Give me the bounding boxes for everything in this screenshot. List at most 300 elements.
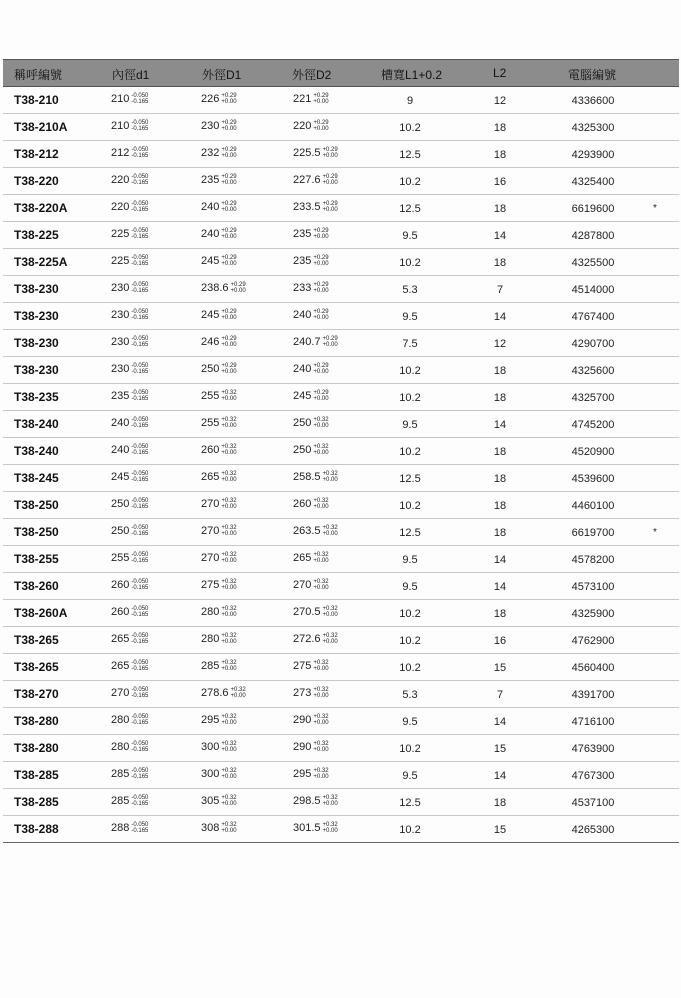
inner-diameter-d1 [111, 714, 148, 726]
inner-diameter-d1 [111, 282, 148, 294]
inner-diameter-d1-tolerance [131, 714, 148, 726]
groove-width-L1: 10.2 [399, 176, 421, 188]
groove-width-L1: 9 [406, 95, 414, 107]
outer-diameter-D2 [293, 525, 338, 537]
row-code: T38-240 [14, 444, 59, 458]
outer-diameter-D1-tolerance-upper: +0.29 [221, 255, 237, 262]
outer-diameter-D2 [293, 255, 329, 267]
table-row [3, 195, 679, 222]
inner-diameter-d1-value: 235 [111, 390, 130, 403]
outer-diameter-D2-tolerance-upper: +0.32 [322, 795, 338, 802]
outer-diameter-D2-tolerance-lower: +0.00 [313, 450, 329, 457]
outer-diameter-D1-tolerance-lower: +0.00 [221, 261, 237, 268]
length-L2: 14 [493, 230, 507, 242]
groove-width-L1: 12.5 [399, 797, 421, 809]
outer-diameter-D1-tolerance-upper: +0.32 [221, 471, 237, 478]
table-row [3, 492, 679, 519]
header-D1: 外徑D1 [202, 68, 242, 82]
outer-diameter-D2-tolerance-upper: +0.32 [322, 471, 338, 478]
inner-diameter-d1 [111, 822, 148, 834]
length-L2: 18 [493, 608, 507, 620]
inner-diameter-d1-tolerance-lower: -0.165 [131, 531, 149, 538]
inner-diameter-d1-value: 210 [111, 93, 130, 106]
outer-diameter-D2-value: 290 [293, 714, 312, 727]
outer-diameter-D1-tolerance-upper: +0.32 [221, 444, 237, 451]
groove-width-L1: 9.5 [402, 419, 418, 431]
outer-diameter-D1-tolerance-lower: +0.00 [221, 666, 237, 673]
table-row [3, 762, 679, 789]
inner-diameter-d1 [111, 741, 148, 753]
outer-diameter-D2 [293, 444, 329, 456]
outer-diameter-D1-value: 232 [201, 147, 220, 160]
outer-diameter-D2-tolerance-upper: +0.29 [313, 309, 329, 316]
inner-diameter-d1 [111, 363, 148, 375]
row-code: T38-288 [14, 822, 59, 836]
inner-diameter-d1-tolerance [131, 795, 148, 807]
length-L2: 12 [493, 95, 507, 107]
inner-diameter-d1 [111, 552, 148, 564]
outer-diameter-D1 [201, 660, 237, 672]
outer-diameter-D1-value: 255 [201, 417, 220, 430]
length-L2: 16 [493, 176, 507, 188]
outer-diameter-D1 [201, 336, 237, 348]
outer-diameter-D2-tolerance [313, 498, 328, 510]
outer-diameter-D2 [293, 174, 338, 186]
outer-diameter-D2-tolerance-upper: +0.32 [313, 714, 329, 721]
inner-diameter-d1-tolerance-upper: -0.050 [131, 228, 149, 235]
inner-diameter-d1-tolerance-upper: -0.050 [131, 201, 149, 208]
outer-diameter-D2 [293, 228, 329, 240]
inner-diameter-d1-tolerance-lower: -0.165 [131, 477, 149, 484]
groove-width-L1: 5.3 [402, 689, 418, 701]
outer-diameter-D2-tolerance-lower: +0.00 [322, 153, 338, 160]
outer-diameter-D1 [201, 228, 237, 240]
outer-diameter-D2-tolerance-upper: +0.29 [313, 255, 329, 262]
part-number: 4290700 [571, 338, 615, 350]
inner-diameter-d1-tolerance [131, 579, 148, 591]
outer-diameter-D1-tolerance [221, 579, 236, 591]
outer-diameter-D2 [293, 417, 329, 429]
inner-diameter-d1-value: 260 [111, 579, 130, 592]
length-L2: 18 [493, 122, 507, 134]
inner-diameter-d1 [111, 228, 148, 240]
inner-diameter-d1-tolerance [131, 309, 148, 321]
outer-diameter-D2 [293, 552, 329, 564]
outer-diameter-D1-tolerance [221, 93, 236, 105]
spec-table [3, 59, 679, 843]
part-number: 4767400 [571, 311, 615, 323]
header-code: 稱呼編號 [14, 68, 63, 82]
groove-width-L1: 9.5 [402, 554, 418, 566]
outer-diameter-D2-tolerance-lower: +0.00 [322, 639, 338, 646]
row-code: T38-230 [14, 309, 59, 323]
length-L2: 7 [496, 284, 504, 296]
groove-width-L1: 10.2 [399, 635, 421, 647]
inner-diameter-d1-tolerance [131, 606, 148, 618]
outer-diameter-D1-tolerance-upper: +0.32 [221, 633, 237, 640]
inner-diameter-d1-tolerance-lower: -0.165 [131, 693, 149, 700]
inner-diameter-d1-tolerance-upper: -0.050 [131, 795, 149, 802]
outer-diameter-D2-tolerance-lower: +0.00 [313, 261, 329, 268]
outer-diameter-D2-value: 295 [293, 768, 312, 781]
outer-diameter-D2-tolerance [323, 633, 338, 645]
outer-diameter-D1 [201, 93, 237, 105]
outer-diameter-D2-tolerance [323, 822, 338, 834]
outer-diameter-D1 [201, 201, 237, 213]
table-row [3, 276, 679, 303]
outer-diameter-D2 [293, 120, 329, 132]
outer-diameter-D1-value: 230 [201, 120, 220, 133]
row-code: T38-285 [14, 795, 59, 809]
inner-diameter-d1-value: 270 [111, 687, 130, 700]
table-row [3, 735, 679, 762]
outer-diameter-D1-tolerance [221, 363, 236, 375]
header-D2: 外徑D2 [292, 68, 332, 82]
inner-diameter-d1-tolerance-upper: -0.050 [131, 147, 149, 154]
outer-diameter-D1-tolerance-lower: +0.00 [221, 531, 237, 538]
inner-diameter-d1-tolerance-upper: -0.050 [131, 687, 149, 694]
groove-width-L1: 10.2 [399, 662, 421, 674]
outer-diameter-D2-value: 225.5 [293, 147, 321, 160]
length-L2: 18 [493, 149, 507, 161]
part-number: 4293900 [571, 149, 615, 161]
outer-diameter-D1-tolerance-lower: +0.00 [221, 774, 237, 781]
groove-width-L1: 10.2 [399, 500, 421, 512]
outer-diameter-D1 [201, 498, 237, 510]
outer-diameter-D2-tolerance-lower: +0.00 [313, 288, 329, 295]
outer-diameter-D1-tolerance-upper: +0.29 [221, 336, 237, 343]
inner-diameter-d1-value: 255 [111, 552, 130, 565]
inner-diameter-d1-tolerance [131, 525, 148, 537]
length-L2: 18 [493, 446, 507, 458]
inner-diameter-d1-tolerance-upper: -0.050 [131, 120, 149, 127]
outer-diameter-D1-tolerance-upper: +0.29 [221, 93, 237, 100]
length-L2: 15 [493, 824, 507, 836]
inner-diameter-d1-tolerance-upper: -0.050 [131, 255, 149, 262]
outer-diameter-D1-value: 255 [201, 390, 220, 403]
outer-diameter-D2-tolerance [313, 714, 328, 726]
inner-diameter-d1-tolerance-lower: -0.165 [131, 585, 149, 592]
part-number: 4745200 [571, 419, 615, 431]
row-code: T38-270 [14, 687, 59, 701]
outer-diameter-D2-tolerance-lower: +0.00 [322, 207, 338, 214]
outer-diameter-D1 [201, 687, 246, 699]
outer-diameter-D2-tolerance-upper: +0.32 [313, 498, 329, 505]
outer-diameter-D2-tolerance [323, 174, 338, 186]
inner-diameter-d1-tolerance-upper: -0.050 [131, 336, 149, 343]
outer-diameter-D2-tolerance-lower: +0.00 [313, 126, 329, 133]
table-row [3, 681, 679, 708]
outer-diameter-D1-value: 278.6 [201, 687, 229, 700]
part-number: 4514000 [571, 284, 615, 296]
outer-diameter-D1-tolerance-lower: +0.00 [221, 153, 237, 160]
outer-diameter-D2 [293, 93, 329, 105]
outer-diameter-D2-value: 272.6 [293, 633, 321, 646]
row-code: T38-235 [14, 390, 59, 404]
inner-diameter-d1-tolerance-lower: -0.165 [131, 315, 149, 322]
groove-width-L1: 9.5 [402, 230, 418, 242]
inner-diameter-d1-tolerance [131, 336, 148, 348]
table-header [3, 59, 679, 87]
table-row [3, 438, 679, 465]
part-number: 4287800 [571, 230, 615, 242]
outer-diameter-D2-tolerance [323, 606, 338, 618]
groove-width-L1: 12.5 [399, 149, 421, 161]
row-code: T38-220 [14, 174, 59, 188]
outer-diameter-D1-tolerance [221, 714, 236, 726]
outer-diameter-D2-tolerance [313, 687, 328, 699]
outer-diameter-D1-value: 240 [201, 201, 220, 214]
outer-diameter-D1-tolerance-lower: +0.00 [230, 288, 246, 295]
inner-diameter-d1-tolerance-upper: -0.050 [131, 498, 149, 505]
table-row [3, 141, 679, 168]
outer-diameter-D2-value: 240 [293, 309, 312, 322]
inner-diameter-d1-tolerance [131, 282, 148, 294]
outer-diameter-D1-tolerance [221, 606, 236, 618]
length-L2: 15 [493, 662, 507, 674]
outer-diameter-D1-value: 305 [201, 795, 220, 808]
inner-diameter-d1-value: 240 [111, 417, 130, 430]
inner-diameter-d1-tolerance-lower: -0.165 [131, 342, 149, 349]
outer-diameter-D1-tolerance-lower: +0.00 [221, 612, 237, 619]
part-number: 4539600 [571, 473, 615, 485]
outer-diameter-D1-tolerance-lower: +0.00 [230, 693, 246, 700]
row-code: T38-225 [14, 228, 59, 242]
inner-diameter-d1-value: 245 [111, 471, 130, 484]
inner-diameter-d1-tolerance-upper: -0.050 [131, 417, 149, 424]
inner-diameter-d1 [111, 633, 148, 645]
outer-diameter-D2 [293, 822, 338, 834]
length-L2: 18 [493, 473, 507, 485]
outer-diameter-D1-tolerance-upper: +0.29 [221, 174, 237, 181]
outer-diameter-D2-value: 235 [293, 255, 312, 268]
row-code: T38-260 [14, 579, 59, 593]
table-body [3, 87, 679, 843]
row-code: T38-255 [14, 552, 59, 566]
part-number: 4325700 [571, 392, 615, 404]
length-L2: 14 [493, 419, 507, 431]
outer-diameter-D1-value: 295 [201, 714, 220, 727]
outer-diameter-D2-tolerance-upper: +0.32 [313, 741, 329, 748]
part-number: 4325500 [571, 257, 615, 269]
outer-diameter-D2 [293, 795, 338, 807]
outer-diameter-D1-tolerance [221, 147, 236, 159]
length-L2: 15 [493, 743, 507, 755]
outer-diameter-D2-tolerance-upper: +0.32 [322, 822, 338, 829]
outer-diameter-D1 [201, 309, 237, 321]
outer-diameter-D2-tolerance [323, 201, 338, 213]
note-mark: * [653, 203, 657, 214]
part-number: 4460100 [571, 500, 615, 512]
inner-diameter-d1-tolerance-lower: -0.165 [131, 720, 149, 727]
inner-diameter-d1-tolerance [131, 471, 148, 483]
outer-diameter-D2-tolerance [313, 444, 328, 456]
groove-width-L1: 10.2 [399, 743, 421, 755]
outer-diameter-D2 [293, 579, 329, 591]
outer-diameter-D2-tolerance [313, 228, 328, 240]
length-L2: 14 [493, 311, 507, 323]
part-number: 4573100 [571, 581, 615, 593]
outer-diameter-D1 [201, 714, 237, 726]
outer-diameter-D2-value: 290 [293, 741, 312, 754]
inner-diameter-d1-value: 250 [111, 498, 130, 511]
outer-diameter-D1-tolerance-upper: +0.32 [221, 525, 237, 532]
outer-diameter-D2-tolerance [313, 363, 328, 375]
table-row [3, 411, 679, 438]
row-code: T38-225A [14, 255, 68, 269]
inner-diameter-d1 [111, 795, 148, 807]
outer-diameter-D2-tolerance-lower: +0.00 [313, 369, 329, 376]
outer-diameter-D1-tolerance-upper: +0.29 [221, 201, 237, 208]
outer-diameter-D1-tolerance-lower: +0.00 [221, 747, 237, 754]
outer-diameter-D2-value: 233 [293, 282, 312, 295]
groove-width-L1: 5.3 [402, 284, 418, 296]
outer-diameter-D1-tolerance-upper: +0.32 [221, 498, 237, 505]
table-row [3, 789, 679, 816]
inner-diameter-d1 [111, 309, 148, 321]
outer-diameter-D1-tolerance-upper: +0.29 [221, 228, 237, 235]
outer-diameter-D1-tolerance-lower: +0.00 [221, 99, 237, 106]
outer-diameter-D2-tolerance-upper: +0.29 [322, 201, 338, 208]
outer-diameter-D2-tolerance [313, 282, 328, 294]
outer-diameter-D2 [293, 633, 338, 645]
outer-diameter-D1-tolerance [221, 309, 236, 321]
outer-diameter-D1-tolerance [221, 471, 236, 483]
length-L2: 18 [493, 257, 507, 269]
outer-diameter-D1-tolerance [221, 417, 236, 429]
outer-diameter-D2-tolerance-lower: +0.00 [313, 558, 329, 565]
outer-diameter-D2-value: 250 [293, 417, 312, 430]
outer-diameter-D2-tolerance-lower: +0.00 [313, 666, 329, 673]
length-L2: 14 [493, 716, 507, 728]
outer-diameter-D1-tolerance-lower: +0.00 [221, 207, 237, 214]
inner-diameter-d1-value: 230 [111, 309, 130, 322]
inner-diameter-d1-tolerance-upper: -0.050 [131, 822, 149, 829]
outer-diameter-D1-value: 270 [201, 498, 220, 511]
outer-diameter-D2-tolerance [313, 390, 328, 402]
outer-diameter-D1-value: 260 [201, 444, 220, 457]
outer-diameter-D2-value: 240 [293, 363, 312, 376]
inner-diameter-d1-value: 225 [111, 255, 130, 268]
outer-diameter-D1 [201, 633, 237, 645]
inner-diameter-d1-tolerance-upper: -0.050 [131, 390, 149, 397]
groove-width-L1: 10.2 [399, 608, 421, 620]
outer-diameter-D1-tolerance [221, 120, 236, 132]
inner-diameter-d1 [111, 174, 148, 186]
outer-diameter-D1 [201, 795, 237, 807]
outer-diameter-D1-tolerance-upper: +0.32 [230, 687, 246, 694]
outer-diameter-D1 [201, 525, 237, 537]
outer-diameter-D2-tolerance-lower: +0.00 [313, 720, 329, 727]
outer-diameter-D2-tolerance-lower: +0.00 [322, 342, 338, 349]
row-code: T38-230 [14, 282, 59, 296]
table-row [3, 384, 679, 411]
inner-diameter-d1-tolerance-upper: -0.050 [131, 552, 149, 559]
outer-diameter-D2-value: 227.6 [293, 174, 321, 187]
outer-diameter-D1 [201, 174, 237, 186]
inner-diameter-d1 [111, 444, 148, 456]
outer-diameter-D2-tolerance [313, 309, 328, 321]
outer-diameter-D1-tolerance-lower: +0.00 [221, 585, 237, 592]
outer-diameter-D2-tolerance-upper: +0.29 [322, 336, 338, 343]
outer-diameter-D1-tolerance-lower: +0.00 [221, 126, 237, 133]
inner-diameter-d1 [111, 606, 148, 618]
inner-diameter-d1-tolerance-lower: -0.165 [131, 747, 149, 754]
outer-diameter-D2-value: 258.5 [293, 471, 321, 484]
groove-width-L1: 12.5 [399, 527, 421, 539]
outer-diameter-D2 [293, 471, 338, 483]
outer-diameter-D1-value: 285 [201, 660, 220, 673]
inner-diameter-d1-tolerance [131, 201, 148, 213]
outer-diameter-D2-tolerance-upper: +0.29 [322, 147, 338, 154]
inner-diameter-d1-tolerance-upper: -0.050 [131, 282, 149, 289]
inner-diameter-d1-tolerance-lower: -0.165 [131, 153, 149, 160]
outer-diameter-D2-tolerance [313, 120, 328, 132]
inner-diameter-d1 [111, 417, 148, 429]
outer-diameter-D1-tolerance-upper: +0.32 [221, 768, 237, 775]
length-L2: 7 [496, 689, 504, 701]
inner-diameter-d1 [111, 120, 148, 132]
inner-diameter-d1-value: 285 [111, 795, 130, 808]
outer-diameter-D2-tolerance-lower: +0.00 [313, 585, 329, 592]
outer-diameter-D1-tolerance-lower: +0.00 [221, 342, 237, 349]
inner-diameter-d1-tolerance-lower: -0.165 [131, 396, 149, 403]
outer-diameter-D2-value: 235 [293, 228, 312, 241]
outer-diameter-D2-tolerance-upper: +0.32 [313, 552, 329, 559]
inner-diameter-d1-tolerance [131, 363, 148, 375]
outer-diameter-D2-tolerance-lower: +0.00 [322, 477, 338, 484]
outer-diameter-D1-value: 238.6 [201, 282, 229, 295]
inner-diameter-d1-value: 220 [111, 174, 130, 187]
row-code: T38-230 [14, 363, 59, 377]
outer-diameter-D1 [201, 363, 237, 375]
inner-diameter-d1-tolerance-lower: -0.165 [131, 828, 149, 835]
outer-diameter-D1-tolerance-lower: +0.00 [221, 315, 237, 322]
row-code: T38-212 [14, 147, 59, 161]
outer-diameter-D2-tolerance [313, 768, 328, 780]
inner-diameter-d1 [111, 471, 148, 483]
inner-diameter-d1-value: 280 [111, 714, 130, 727]
outer-diameter-D2-tolerance-lower: +0.00 [322, 801, 338, 808]
row-code: T38-250 [14, 525, 59, 539]
inner-diameter-d1-tolerance [131, 768, 148, 780]
part-number: 4325400 [571, 176, 615, 188]
outer-diameter-D1 [201, 768, 237, 780]
inner-diameter-d1-tolerance-upper: -0.050 [131, 363, 149, 370]
outer-diameter-D2 [293, 660, 329, 672]
outer-diameter-D1 [201, 444, 237, 456]
part-number: 4325300 [571, 122, 615, 134]
outer-diameter-D1-value: 280 [201, 606, 220, 619]
outer-diameter-D1-tolerance-upper: +0.32 [221, 714, 237, 721]
table-row [3, 249, 679, 276]
inner-diameter-d1-value: 265 [111, 633, 130, 646]
inner-diameter-d1-tolerance [131, 255, 148, 267]
outer-diameter-D1-value: 235 [201, 174, 220, 187]
outer-diameter-D2-tolerance [323, 147, 338, 159]
inner-diameter-d1 [111, 498, 148, 510]
inner-diameter-d1-value: 265 [111, 660, 130, 673]
inner-diameter-d1-value: 230 [111, 282, 130, 295]
inner-diameter-d1-tolerance [131, 741, 148, 753]
outer-diameter-D2 [293, 201, 338, 213]
inner-diameter-d1-tolerance-lower: -0.165 [131, 423, 149, 430]
groove-width-L1: 9.5 [402, 716, 418, 728]
inner-diameter-d1-tolerance [131, 444, 148, 456]
table-row [3, 303, 679, 330]
outer-diameter-D1-value: 265 [201, 471, 220, 484]
inner-diameter-d1-value: 285 [111, 768, 130, 781]
